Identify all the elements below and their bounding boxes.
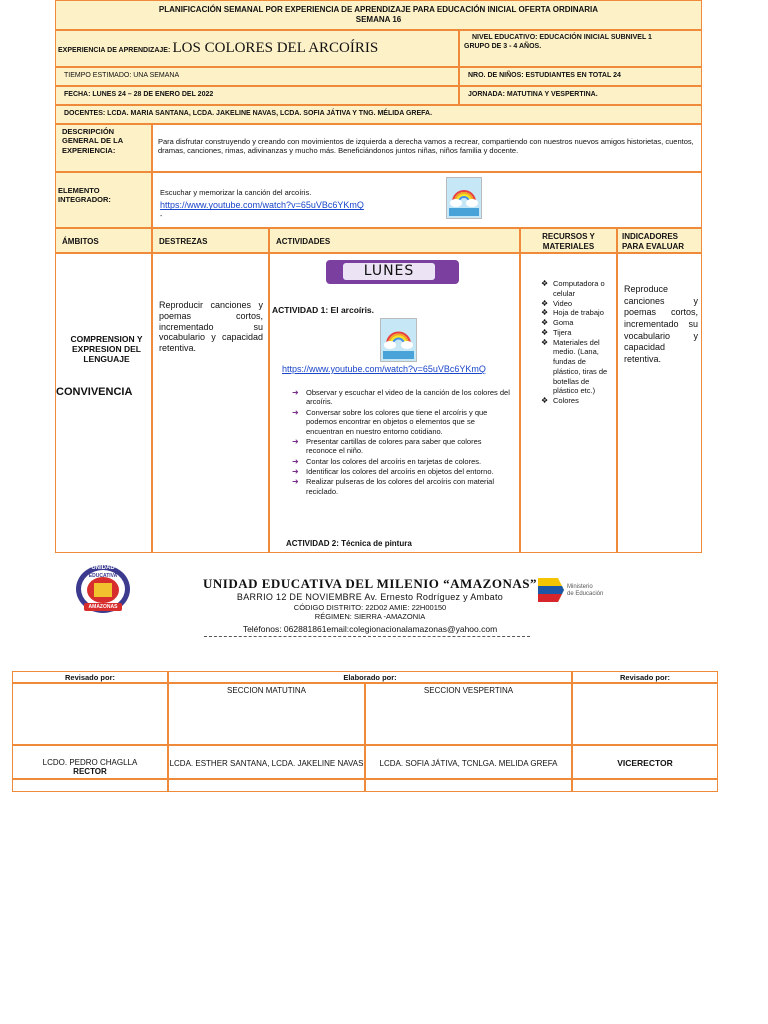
letterhead-rule [204, 636, 530, 637]
arrow-bullet-icon: ➜ [292, 477, 299, 487]
prepared-by-label: Elaborado por: [343, 673, 397, 682]
section-evening-label: SECCION VESPERTINA [423, 686, 514, 695]
evening-teachers-cell [365, 745, 572, 779]
rainbow-illustration [447, 178, 481, 218]
list-item-text: Realizar pulseras de los colores del arcoíris con material reciclado. [306, 477, 494, 496]
list-item [539, 318, 615, 328]
school-regime: RÉGIMEN: SIERRA -AMAZONIA [314, 612, 426, 621]
col-actividades-label: ACTIVIDADES [276, 237, 331, 246]
destreza-text: Reproducir canciones y poemas cortos, incrementado su vocabulario y capacidad retentiva. [159, 300, 263, 354]
list-item [539, 396, 615, 406]
signatures-footer-3 [365, 779, 572, 792]
col-destrezas [152, 228, 269, 253]
week-label: SEMANA 16 [355, 15, 402, 24]
evening-teachers: LCDA. SOFIA JÁTIVA, TCNLGA. MELIDA GREFA [379, 759, 558, 768]
day-badge-inner: LUNES [343, 263, 435, 280]
logo-text-mid: EDUCATIVA [88, 573, 118, 579]
arrow-bullet-icon: ➜ [292, 388, 299, 397]
signatures-footer-2 [168, 779, 365, 792]
vicerector-signature-space [572, 683, 718, 745]
resource-text: Video [553, 298, 573, 308]
activity1-title: ACTIVIDAD 1: El arcoíris. [272, 305, 375, 315]
description-cell [152, 124, 702, 172]
list-item [539, 299, 615, 309]
rector-signature-space [12, 683, 168, 745]
list-item [290, 408, 514, 436]
ambitos-cell [55, 253, 152, 553]
reviewed-by-header-2 [572, 671, 718, 683]
school-codes: CÓDIGO DISTRITO: 22D02 AMIE: 22H00150 [293, 603, 447, 612]
resource-text: Hoja de trabajo [553, 308, 604, 318]
arrow-bullet-icon: ➜ [292, 407, 299, 417]
ministry-line1: Ministerio [567, 584, 593, 590]
experience-name: LOS COLORES DEL ARCOÍRIS [172, 40, 379, 56]
time-cell [55, 67, 459, 86]
description-text: Para disfrutar construyendo y creando con movimientos de izquierda a derecha vamos a recrear, compartiendo con nuestros nuevos amigos historietas, cuentos, dramas, canciones, rimas, adivinanzas y mucho más. Beneficiándonos juntos niñas, niños familia y docente. [158, 137, 694, 156]
list-item-text: Observar y escuchar el video de la canción de los colores del arcoíris. [306, 388, 510, 407]
recursos-cell [520, 253, 617, 553]
diamond-bullet-icon: ❖ [541, 298, 549, 308]
integrator-cell [152, 172, 702, 228]
activity-rainbow-image [380, 318, 417, 362]
reviewed-by-label-2: Revisado por: [619, 673, 670, 682]
level-cell [459, 30, 702, 67]
signatures-table [12, 671, 718, 792]
diamond-bullet-icon: ❖ [541, 327, 549, 337]
resource-text: Goma [553, 318, 574, 327]
planning-title-text: PLANIFICACIÓN SEMANAL POR EXPERIENCIA DE APRENDIZAJE PARA EDUCACIÓN INICIAL OFERTA ORDINARIA [158, 5, 599, 14]
list-item [539, 338, 615, 397]
logo-text-top: UNIDAD [91, 565, 115, 571]
morning-teachers-cell [168, 745, 365, 779]
list-item [290, 477, 514, 496]
signatures-footer-4 [572, 779, 718, 792]
shift: JORNADA: MATUTINA Y VESPERTINA. [468, 91, 598, 98]
rector-name: LCDO. PEDRO CHAGLLA [42, 758, 138, 767]
arrow-bullet-icon: ➜ [292, 436, 299, 446]
school-address: BARRIO 12 DE NOVIEMBRE Av. Ernesto Rodríguez y Ambato [236, 592, 504, 602]
integrator-dash: - [160, 212, 163, 220]
resource-text: Tijera [553, 327, 572, 337]
col-indicadores [617, 228, 702, 253]
integrator-text: Escuchar y memorizar la canción del arcoíris. [160, 188, 312, 197]
integrator-video-link[interactable]: https://www.youtube.com/watch?v=65uVBc6YKmQ [160, 200, 364, 211]
experience-label: EXPERIENCIA DE APRENDIZAJE: [58, 47, 171, 54]
indicadores-cell [617, 253, 702, 553]
reviewed-by-label-1: Revisado por: [64, 673, 115, 682]
ministry-line2: de Educación [567, 591, 604, 597]
estimated-time: TIEMPO ESTIMADO: UNA SEMANA [64, 72, 180, 79]
ministry-logo [536, 574, 608, 608]
school-logo [74, 563, 132, 615]
rector-cell [12, 745, 168, 779]
children-cell [459, 67, 702, 86]
list-item [539, 328, 615, 338]
logo-text-bottom: AMAZONAS [88, 604, 118, 610]
diamond-bullet-icon: ❖ [541, 308, 549, 318]
teachers: DOCENTES: LCDA. MARIA SANTANA, LCDA. JAKELINE NAVAS, LCDA. SOFIA JÁTIVA Y TNG. MÉLIDA GREFA. [64, 110, 433, 117]
ambito-convivencia: CONVIVENCIA [56, 386, 133, 398]
destrezas-cell [152, 253, 269, 553]
resources-list [539, 279, 615, 406]
planning-title [55, 0, 702, 30]
diamond-bullet-icon: ❖ [541, 337, 549, 347]
experience-cell [55, 30, 459, 67]
list-item [539, 308, 615, 318]
section-morning-label: SECCION MATUTINA [227, 686, 306, 695]
shift-cell [459, 86, 702, 105]
resource-text: Materiales del medio. (Lana, fundas de plástico, tiras de botellas de plástico etc.) [553, 337, 608, 396]
list-item-text: Contar los colores del arcoíris en tarjetas de colores. [306, 456, 482, 466]
children-count: NRO. DE NIÑOS: ESTUDIANTES EN TOTAL 24 [468, 72, 621, 79]
col-indicadores-label: INDICADORES PARA EVALUAR [622, 232, 685, 251]
activity1-video-link[interactable]: https://www.youtube.com/watch?v=65uVBc6YKmQ [282, 364, 486, 374]
evening-section-space [365, 683, 572, 745]
ministry-flag-icon [536, 574, 566, 606]
indicator-text: Reproduce canciones y poemas cortos, incrementado su vocabulario y capacidad retentiva. [624, 284, 698, 365]
col-recursos-label: RECURSOS Y MATERIALES [542, 232, 595, 251]
vicerector-cell [572, 745, 718, 779]
activity2-title: ACTIVIDAD 2: Técnica de pintura [286, 539, 412, 548]
list-item-text: Presentar cartillas de colores para saber que colores reconoce el niño. [306, 436, 482, 456]
morning-teachers: LCDA. ESTHER SANTANA, LCDA. JAKELINE NAVAS [169, 759, 364, 768]
list-item [290, 467, 514, 476]
arrow-bullet-icon: ➜ [292, 467, 299, 476]
signatures-footer-1 [12, 779, 168, 792]
planning-sheet [55, 0, 702, 548]
integrator-label-cell [55, 172, 152, 228]
col-ambitos [55, 228, 152, 253]
level-line1: NIVEL EDUCATIVO: EDUCACIÓN INICIAL SUBNIVEL 1 [472, 34, 652, 41]
col-destrezas-label: DESTREZAS [159, 237, 208, 246]
diamond-bullet-icon: ❖ [541, 396, 549, 405]
day-badge [326, 260, 459, 284]
reviewed-by-header-1 [12, 671, 168, 683]
vicerector-title: VICERECTOR [617, 758, 673, 768]
school-name: UNIDAD EDUCATIVA DEL MILENIO “AMAZONAS” [203, 576, 537, 591]
list-item [290, 457, 514, 466]
school-contact: Teléfonos: 062881861email:colegionacionalamazonas@yahoo.com [242, 624, 498, 634]
resource-text: Colores [553, 396, 579, 405]
list-item [290, 388, 514, 407]
date-cell [55, 86, 459, 105]
col-recursos [520, 228, 617, 253]
actividades-cell [269, 253, 520, 553]
arrow-bullet-icon: ➜ [292, 456, 299, 466]
rector-title: RECTOR [73, 767, 107, 776]
morning-section-space [168, 683, 365, 745]
col-actividades [269, 228, 520, 253]
resource-text: Computadora o celular [553, 279, 605, 298]
description-label: DESCRIPCIÓN GENERAL DE LA EXPERIENCIA: [62, 127, 123, 155]
integrator-label: ELEMENTO INTEGRADOR: [58, 186, 111, 205]
list-item [290, 437, 514, 456]
activity-rainbow-illustration [381, 319, 416, 361]
rainbow-image [446, 177, 482, 219]
date-range: FECHA: LUNES 24 – 28 DE ENERO DEL 2022 [64, 91, 214, 98]
list-item [539, 279, 615, 299]
list-item-text: Conversar sobre los colores que tiene el arcoíris y que podemos encontrar en objetos o elementos que se encuentran en nuestro entorno cotidiano. [306, 407, 488, 436]
diamond-bullet-icon: ❖ [541, 279, 549, 288]
diamond-bullet-icon: ❖ [541, 318, 549, 327]
col-ambitos-label: ÁMBITOS [62, 237, 99, 246]
description-label-cell [55, 124, 152, 172]
activity1-list [290, 388, 514, 497]
prepared-by-header [168, 671, 572, 683]
ambito-lenguaje: COMPRENSION Y EXPRESION DEL LENGUAJE [70, 334, 143, 365]
level-line2: GRUPO DE 3 - 4 AÑOS. [464, 42, 542, 50]
list-item-text: Identificar los colores del arcoíris en objetos del entorno. [306, 467, 494, 476]
teachers-cell [55, 105, 702, 124]
